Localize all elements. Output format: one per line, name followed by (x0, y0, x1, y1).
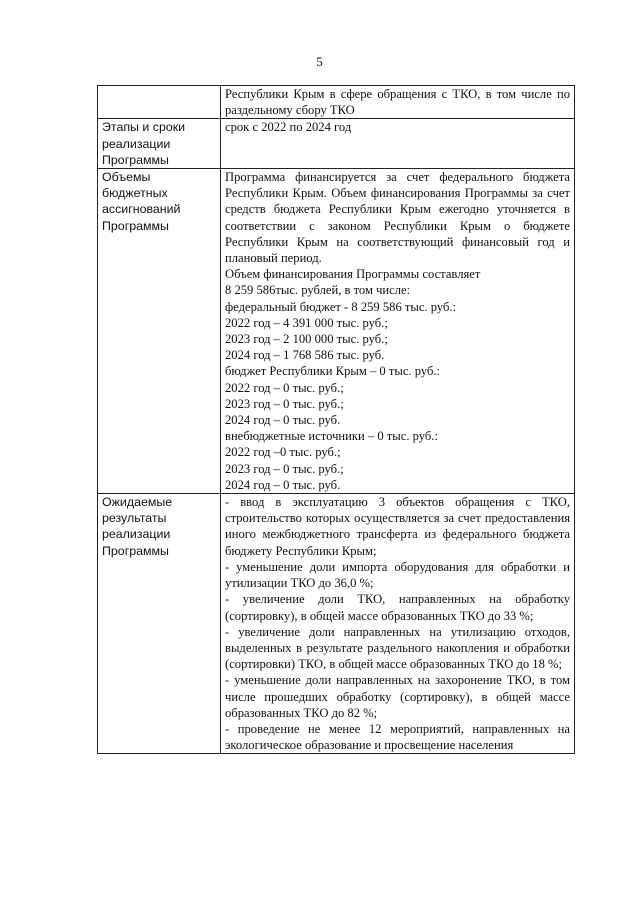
content-line: 2023 год – 2 100 000 тыс. руб.; (225, 332, 388, 347)
table-row (98, 119, 575, 169)
content-line: - уменьшение доли импорта оборудования для обработки и утилизации ТКО до 36,0 %; (225, 559, 570, 591)
content-line: 2023 год – 0 тыс. руб.; (225, 461, 344, 476)
program-passport-table (97, 85, 575, 754)
row-content (221, 119, 575, 169)
content-line: - увеличение доли направленных на утилизацию отходов, выделенных в результате раздельного накопления и обработки (сортировки) ТКО, в общей массе образованных ТКО до 18 %; (225, 624, 570, 672)
content-line: - проведение не менее 12 мероприятий, направленных на экологическое образование и просвещение населения (225, 721, 570, 753)
row-label (98, 86, 221, 119)
content-line: 2023 год – 0 тыс. руб.; (225, 396, 344, 411)
content-line: Объем финансирования Программы составляет (225, 267, 481, 282)
content-line: - уменьшение доли направленных на захоронение ТКО, в том числе прошедших обработку (сортировку), в общей массе образованных ТКО до 82 %; (225, 673, 570, 720)
row-content (221, 86, 575, 119)
content-line: 2024 год – 0 тыс. руб. (225, 477, 341, 492)
content-line: срок с 2022 по 2024 год (225, 120, 352, 135)
table-row (98, 169, 575, 494)
row-content (221, 169, 575, 494)
table-row (98, 86, 575, 119)
row-content (221, 494, 575, 754)
content-line: внебюджетные источники – 0 тыс. руб.: (225, 429, 438, 444)
content-line: Программа финансируется за счет федерального бюджета Республики Крым. Объем финансирования Программы за счет средств бюджета Республики Крым ежегодно уточняется в соответствии с законом Республики Крым о бюджете Республики Крым на соответствующий финансовый год и плановый период. (225, 170, 570, 266)
content-line: 2022 год – 0 тыс. руб.; (225, 380, 344, 395)
content-line: федеральный бюджет - 8 259 586 тыс. руб.: (225, 299, 457, 314)
content-line: - ввод в эксплуатацию 3 объектов обращения с ТКО, строительство которых осуществляется за счет предоставления иного межбюджетного трансферта из федерального бюджета бюджету Республики Крым; (225, 495, 570, 558)
content-line: 2022 год – 4 391 000 тыс. руб.; (225, 315, 388, 330)
row-label: Этапы и сроки реализации Программы (98, 119, 221, 169)
content-line: 2024 год – 1 768 586 тыс. руб. (225, 348, 385, 363)
content-line: 8 259 586тыс. рублей, в том числе: (225, 283, 411, 298)
content-line: Республики Крым в сфере обращения с ТКО, в том числе по раздельному сбору ТКО (225, 87, 570, 118)
table-row (98, 494, 575, 754)
row-label: Ожидаемые результаты реализации Программы (98, 494, 221, 754)
content-line: - увеличение доли ТКО, направленных на обработку (сортировку), в общей массе образованных ТКО до 33 %; (225, 592, 570, 623)
content-line: 2024 год – 0 тыс. руб. (225, 413, 341, 428)
row-label: Объемы бюджетных ассигнований Программы (98, 169, 221, 494)
content-line: 2022 год –0 тыс. руб.; (225, 445, 341, 460)
content-line: бюджет Республики Крым – 0 тыс. руб.: (225, 364, 441, 379)
page-number: 5 (316, 54, 323, 69)
